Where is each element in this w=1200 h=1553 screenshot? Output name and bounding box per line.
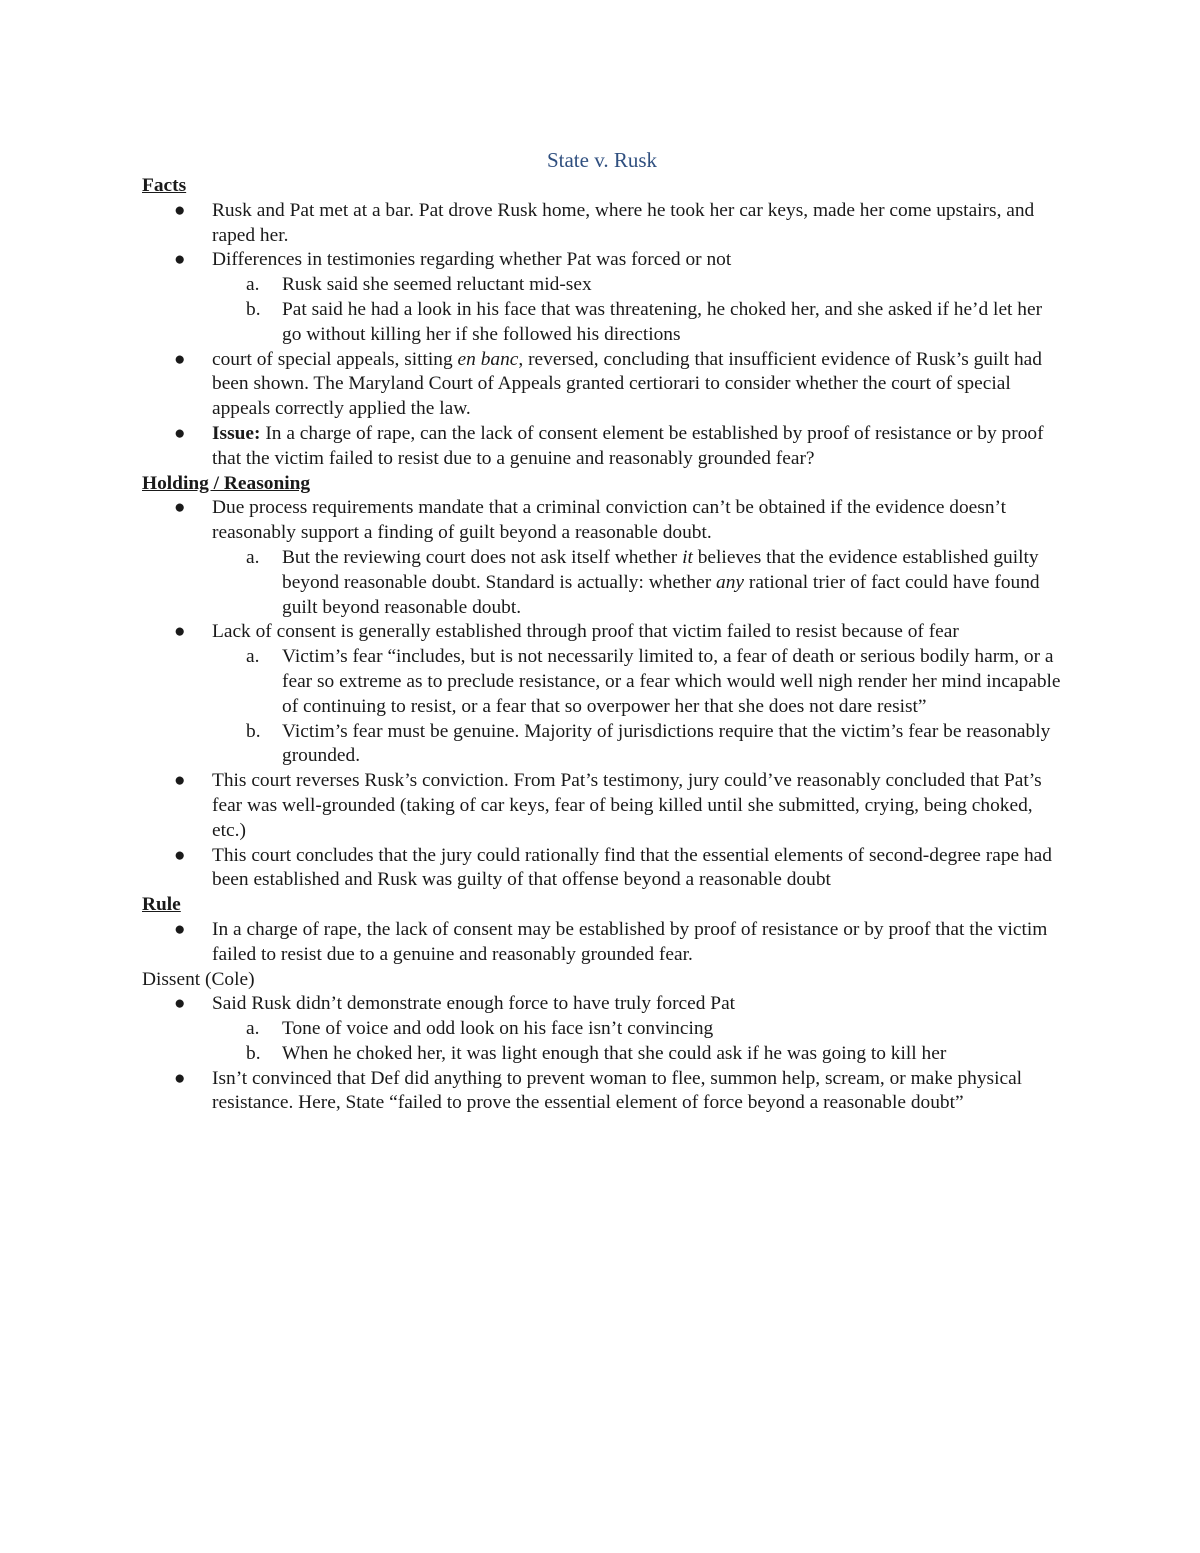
bullet-icon: ● xyxy=(174,422,186,444)
rule-heading: Rule xyxy=(142,894,181,916)
dissent-item-text: Isn’t convinced that Def did anything to prevent woman to flee, summon help, scream, or make physical resistance. Here, State “failed to prove the essential element of force beyond a reasonable doubt” xyxy=(212,1067,1023,1114)
rule-list xyxy=(142,918,1062,968)
facts-item-text: court of special appeals, sitting xyxy=(212,348,458,370)
bullet-icon: ● xyxy=(174,199,186,221)
sub-list xyxy=(212,1017,1062,1067)
dissent-item-text: Said Rusk didn’t demonstrate enough force to have truly forced Pat xyxy=(212,993,736,1015)
sub-marker: b. xyxy=(246,298,261,320)
sub-item-text: Victim’s fear must be genuine. Majority of jurisdictions require that the victim’s fear be reasonably grounded. xyxy=(282,720,1051,767)
list-item xyxy=(142,496,1062,620)
bullet-icon: ● xyxy=(174,770,186,792)
holding-list xyxy=(142,496,1062,893)
sub-list-item xyxy=(212,645,1062,719)
sub-list-item xyxy=(212,720,1062,770)
sub-list-item xyxy=(212,298,1062,348)
holding-item-text: Lack of consent is generally established through proof that victim failed to resist because of fear xyxy=(212,621,959,643)
list-item xyxy=(142,199,1062,249)
sub-item-text: Pat said he had a look in his face that was threatening, he choked her, and she asked if he’d let her go without killing her if she followed his directions xyxy=(282,298,1043,345)
holding-item-text: This court concludes that the jury could rationally find that the essential elements of second-degree rape had been established and Rusk was guilty of that offense beyond a reasonable doubt xyxy=(212,844,1052,891)
list-item xyxy=(142,769,1062,843)
emphasis-text: any xyxy=(716,571,745,593)
sub-item-text: believes that the evidence established guilty beyond reasonable doubt. Standard is actually: whether xyxy=(282,546,1039,593)
bullet-icon: ● xyxy=(174,918,186,940)
facts-item-text: Rusk and Pat met at a bar. Pat drove Rusk home, where he took her car keys, made her come upstairs, and raped her. xyxy=(212,199,1035,246)
bullet-icon: ● xyxy=(174,249,186,271)
sub-list-item xyxy=(212,1042,1062,1067)
sub-marker: b. xyxy=(246,1042,261,1064)
bullet-icon: ● xyxy=(174,993,186,1015)
sub-list-item xyxy=(212,273,1062,298)
sub-marker: a. xyxy=(246,546,260,568)
dissent-list xyxy=(142,992,1062,1116)
list-item xyxy=(142,992,1062,1066)
facts-item-text: , reversed, concluding that insufficient evidence of Rusk’s guilt had been shown. The Maryland Court of Appeals granted certiorari to consider whether the court of special appeals correctly applied the law. xyxy=(212,348,1042,420)
dissent-heading: Dissent (Cole) xyxy=(142,968,255,990)
sub-item-text: But the reviewing court does not ask itself whether xyxy=(282,546,683,568)
sub-marker: a. xyxy=(246,1018,260,1040)
facts-heading: Facts xyxy=(142,175,187,196)
holding-item-text: Due process requirements mandate that a criminal conviction can’t be obtained if the evidence doesn’t reasonably support a finding of guilt beyond a reasonable doubt. xyxy=(212,497,1007,544)
facts-item-text: Differences in testimonies regarding whether Pat was forced or not xyxy=(212,249,732,271)
sub-marker: a. xyxy=(246,274,260,296)
list-item xyxy=(142,844,1062,894)
holding-item-text: This court reverses Rusk’s conviction. From Pat’s testimony, jury could’ve reasonably concluded that Pat’s fear was well-grounded (taking of car keys, fear of being killed until she submitted, crying, being choked, etc.) xyxy=(212,770,1042,841)
page-title: State v. Rusk xyxy=(546,148,658,172)
list-item xyxy=(142,620,1062,769)
list-item xyxy=(142,1067,1062,1117)
bullet-icon: ● xyxy=(174,621,186,643)
sub-list xyxy=(212,273,1062,347)
list-item xyxy=(142,348,1062,422)
sub-item-text: When he choked her, it was light enough that she could ask if he was going to kill her xyxy=(282,1042,947,1064)
list-item xyxy=(142,422,1062,472)
list-item xyxy=(142,918,1062,968)
bullet-icon: ● xyxy=(174,1067,186,1089)
list-item xyxy=(142,248,1062,347)
bullet-icon: ● xyxy=(174,844,186,866)
rule-item-text: In a charge of rape, the lack of consent may be established by proof of resistance or by proof that the victim failed to resist due to a genuine and reasonably grounded fear. xyxy=(212,918,1048,965)
sub-item-text: Rusk said she seemed reluctant mid-sex xyxy=(282,274,592,296)
sub-marker: a. xyxy=(246,646,260,668)
bullet-icon: ● xyxy=(174,497,186,519)
bullet-icon: ● xyxy=(174,348,186,370)
sub-item-text: rational trier of fact could have found guilt beyond reasonable doubt. xyxy=(282,571,1040,618)
facts-list xyxy=(142,199,1062,472)
sub-item-text: Victim’s fear “includes, but is not necessarily limited to, a fear of death or serious bodily harm, or a fear so extreme as to preclude resistance, or a fear which would well nigh render her mind incapable of continuing to resist, or a fear that so overpower her that she does not dare resist” xyxy=(282,646,1061,717)
document-body xyxy=(142,146,1062,1116)
emphasis-text: it xyxy=(682,546,693,568)
sub-list-item xyxy=(212,1017,1062,1042)
sub-list xyxy=(212,645,1062,769)
sub-list xyxy=(212,546,1062,620)
issue-label: Issue: xyxy=(212,422,261,444)
emphasis-text: en banc xyxy=(457,348,519,370)
sub-marker: b. xyxy=(246,720,261,742)
issue-text: In a charge of rape, can the lack of consent element be established by proof of resistance or by proof that the victim failed to resist due to a genuine and reasonably grounded fear? xyxy=(212,422,1044,469)
sub-list-item xyxy=(212,546,1062,620)
holding-heading: Holding / Reasoning xyxy=(142,472,311,494)
sub-item-text: Tone of voice and odd look on his face isn’t convincing xyxy=(282,1018,714,1040)
